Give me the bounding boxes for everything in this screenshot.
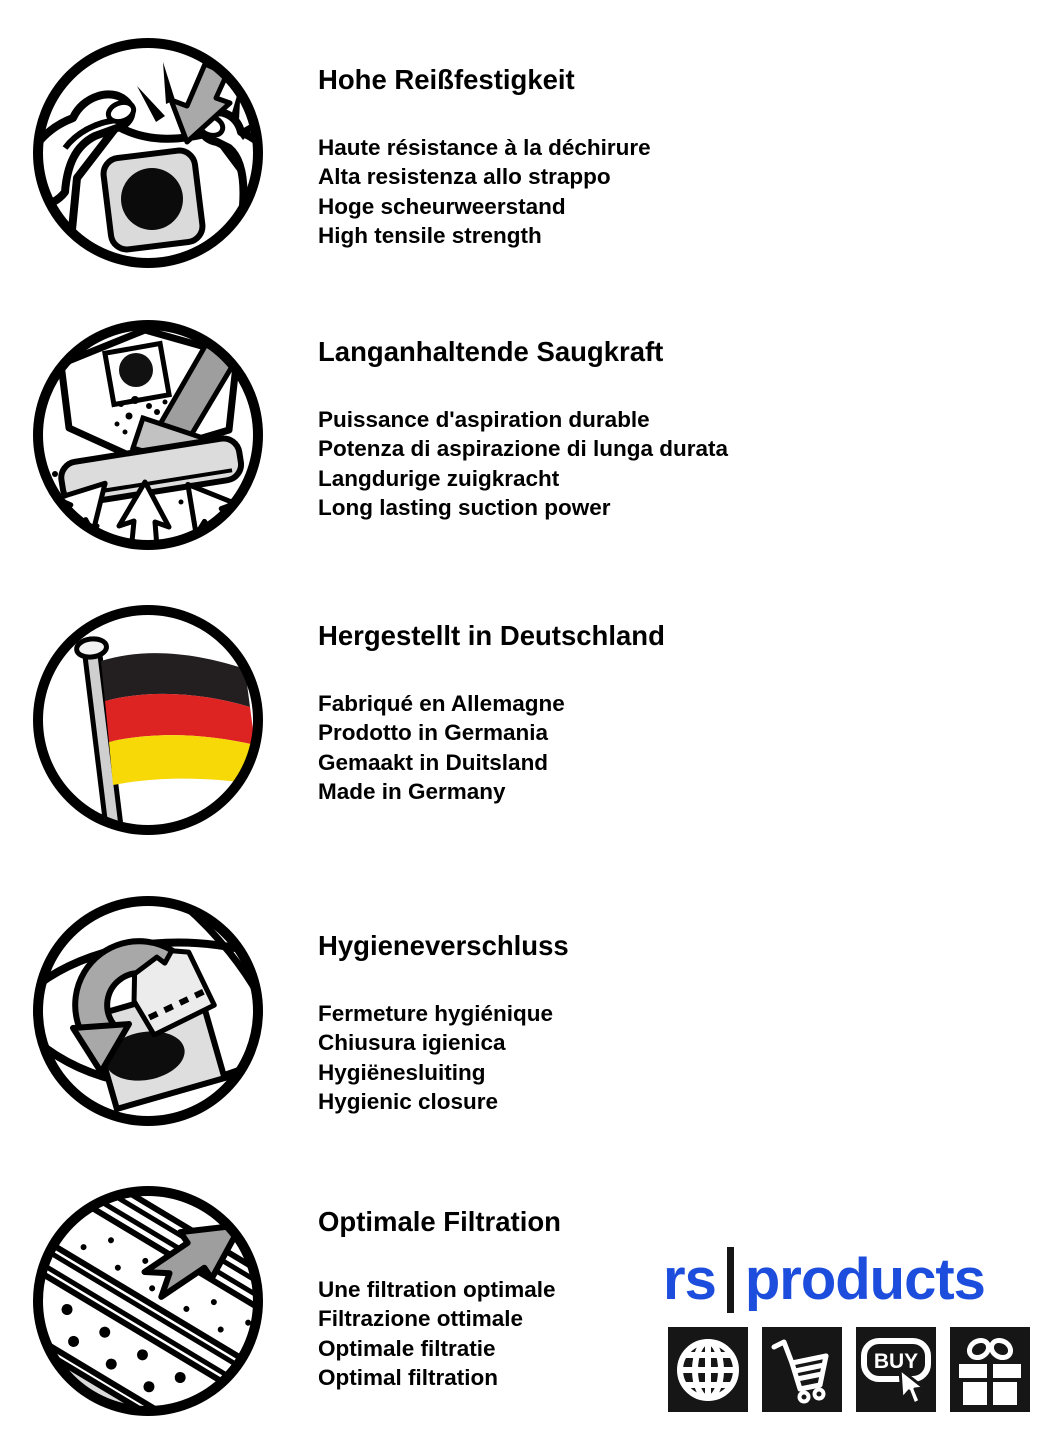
feature-line-it: Prodotto in Germania	[318, 720, 549, 746]
feature-title: Hohe Reißfestigkeit	[318, 64, 575, 95]
brand-logo	[663, 1247, 1030, 1313]
feature-line-nl: Optimale filtratie	[318, 1335, 496, 1361]
feature-title: Optimale Filtration	[318, 1206, 561, 1237]
feature-line-en: Long lasting suction power	[318, 495, 611, 521]
shopping-cart-icon	[762, 1327, 842, 1412]
feature-line-nl: Langdurige zuigkracht	[318, 465, 560, 491]
vacuum-nozzle-suction-icon	[25, 312, 271, 558]
feature-line-it: Potenza di aspirazione di lunga durata	[318, 436, 729, 462]
feature-line-fr: Une filtration optimale	[318, 1277, 556, 1302]
feature-line-it: Filtrazione ottimale	[318, 1306, 524, 1332]
bag-hygienic-closure-icon	[25, 888, 271, 1134]
feature-section-tear-strength	[318, 64, 978, 251]
feature-line-nl: Hygiënesluiting	[318, 1059, 486, 1085]
feature-title: Hygieneverschluss	[318, 930, 569, 961]
feature-line-nl: Hoge scheurweerstand	[318, 193, 566, 219]
feature-line-en: Optimal filtration	[318, 1365, 498, 1391]
feature-section-hygienic-closure	[318, 930, 978, 1117]
feature-line-nl: Gemaakt in Duitsland	[318, 749, 549, 775]
feature-line-en: Made in Germany	[318, 779, 506, 805]
feature-line-it: Chiusura igienica	[318, 1030, 506, 1056]
feature-line-fr: Fermeture hygiénique	[318, 1001, 554, 1026]
feature-line-it: Alta resistenza allo strappo	[318, 164, 611, 190]
feature-section-suction-power	[318, 336, 978, 523]
buy-button-icon	[856, 1327, 936, 1412]
feature-line-en: Hygienic closure	[318, 1089, 499, 1115]
brand-logo-separator	[727, 1247, 734, 1313]
brand-block	[663, 1247, 1030, 1412]
gift-icon	[950, 1327, 1030, 1412]
feature-title: Hergestellt in Deutschland	[318, 620, 665, 651]
feature-title: Langanhaltende Saugkraft	[318, 336, 664, 367]
brand-logo-left: rs	[663, 1247, 716, 1312]
brand-icon-row	[668, 1327, 1030, 1412]
buy-label: BUY	[873, 1350, 919, 1373]
german-flag-icon	[25, 597, 271, 843]
brand-logo-right: products	[744, 1247, 985, 1312]
feature-line-fr: Fabriqué en Allemagne	[318, 691, 565, 716]
feature-section-made-in-germany	[318, 620, 978, 807]
filter-layers-icon	[25, 1178, 271, 1424]
feature-line-fr: Puissance d'aspiration durable	[318, 407, 650, 432]
feature-line-en: High tensile strength	[318, 223, 542, 249]
hands-stretching-bag-icon	[25, 30, 271, 276]
feature-line-fr: Haute résistance à la déchirure	[318, 135, 651, 160]
globe-icon	[668, 1327, 748, 1412]
